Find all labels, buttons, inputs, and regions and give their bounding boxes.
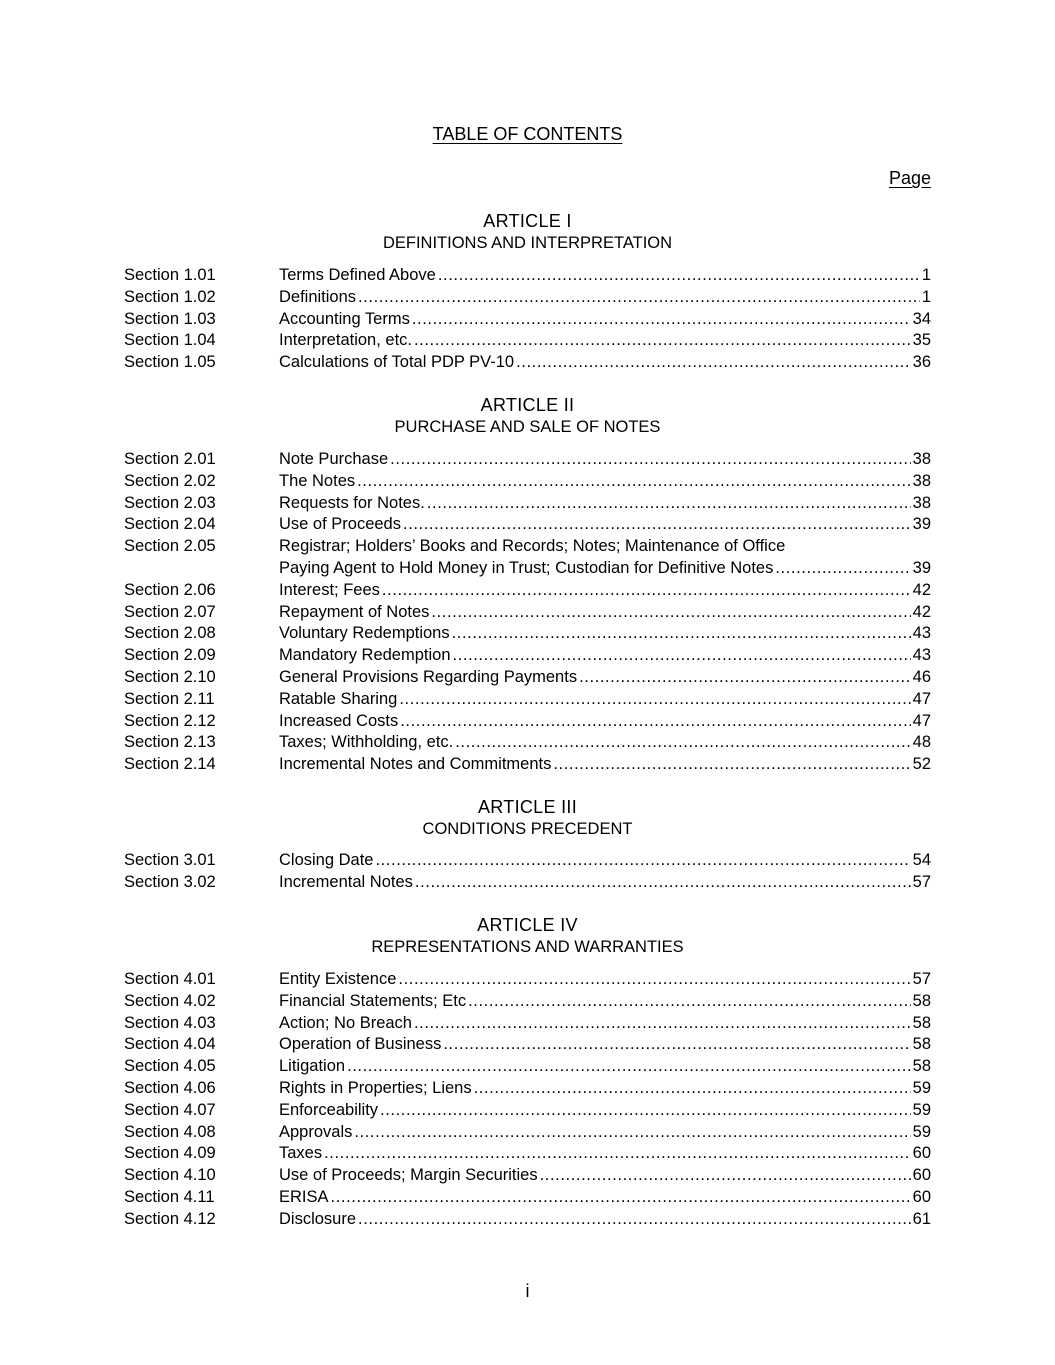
section-title[interactable]: Incremental Notes — [279, 872, 413, 891]
page-number[interactable]: 60 — [912, 1144, 931, 1163]
dot-leader — [412, 309, 911, 331]
page-number[interactable]: 52 — [912, 755, 931, 774]
page-number[interactable]: 60 — [912, 1166, 931, 1185]
section-number: Section 2.03 — [124, 493, 216, 512]
page-number[interactable]: 59 — [912, 1122, 931, 1141]
section-title[interactable]: The Notes — [279, 471, 356, 490]
section-title[interactable]: Taxes; Withholding, etc. — [279, 733, 454, 752]
section-title[interactable]: Closing Date — [279, 851, 374, 869]
page-footer-number: i — [525, 1281, 530, 1301]
toc-entry[interactable] — [124, 1187, 931, 1209]
page-number[interactable]: 47 — [912, 711, 931, 730]
section-number: Section 2.07 — [124, 602, 216, 621]
section-number: Section 2.14 — [124, 755, 216, 774]
section-list — [124, 969, 931, 1231]
section-list — [124, 449, 931, 776]
section-title[interactable]: Action; No Breach — [279, 1013, 412, 1032]
toc-entry[interactable] — [124, 471, 931, 493]
page-number[interactable]: 58 — [912, 1035, 931, 1054]
section-title[interactable]: Interpretation, etc. — [279, 331, 412, 350]
section-title[interactable]: General Provisions Regarding Payments — [279, 667, 578, 686]
article-name: DEFINITIONS AND INTERPRETATION — [382, 234, 673, 252]
section-number: Section 4.10 — [124, 1166, 216, 1185]
section-number: Section 4.06 — [124, 1078, 216, 1097]
section-title[interactable]: Litigation — [279, 1057, 346, 1076]
section-title[interactable]: Enforceability — [279, 1100, 379, 1119]
section-title[interactable]: Disclosure — [279, 1209, 357, 1228]
section-title[interactable]: Incremental Notes and Commitments — [279, 755, 552, 774]
page-number[interactable]: 39 — [912, 558, 931, 577]
page-column-heading: Page — [888, 168, 931, 188]
section-title[interactable]: Requests for Notes. — [279, 493, 425, 512]
page-number[interactable]: 38 — [912, 493, 931, 512]
section-number: Section 4.07 — [124, 1100, 216, 1119]
section-number: Section 1.03 — [124, 309, 216, 328]
dot-leader — [474, 1078, 911, 1100]
toc-entry[interactable] — [124, 1209, 931, 1231]
page-number[interactable]: 60 — [912, 1187, 931, 1206]
section-title[interactable]: Mandatory Redemption — [279, 646, 451, 665]
article-heading — [0, 394, 1055, 438]
toc-entry[interactable] — [124, 602, 931, 624]
toc-entry[interactable] — [124, 514, 931, 536]
article-name: CONDITIONS PRECEDENT — [422, 820, 633, 838]
section-title[interactable]: Accounting Terms — [279, 309, 410, 328]
toc-entry[interactable] — [124, 732, 931, 754]
section-title[interactable]: Paying Agent to Hold Money in Trust; Custodian for Definitive Notes — [279, 558, 774, 577]
toc-entry[interactable] — [124, 991, 931, 1013]
article-heading — [0, 210, 1055, 254]
page-number[interactable]: 38 — [912, 471, 931, 490]
dot-leader — [443, 1034, 910, 1056]
toc-entry[interactable] — [124, 449, 931, 471]
section-number: Section 1.04 — [124, 331, 216, 350]
toc-entry[interactable] — [124, 623, 931, 645]
dot-leader — [414, 1013, 911, 1035]
section-number: Section 4.11 — [124, 1187, 215, 1206]
section-number: Section 2.01 — [124, 450, 216, 468]
page-number[interactable]: 38 — [912, 450, 931, 468]
toc-entry[interactable] — [124, 265, 931, 287]
dot-leader — [398, 969, 910, 991]
page-number[interactable]: 59 — [912, 1078, 931, 1097]
dot-leader — [452, 623, 911, 645]
page-number[interactable]: 34 — [912, 309, 931, 328]
section-number: Section 1.05 — [124, 353, 216, 372]
page-number[interactable]: 39 — [912, 515, 931, 534]
section-number: Section 1.01 — [124, 266, 216, 284]
toc-entry[interactable] — [124, 1056, 931, 1078]
section-title[interactable]: Use of Proceeds — [279, 515, 401, 534]
article-number: ARTICLE IV — [477, 915, 578, 935]
article-number: ARTICLE II — [480, 395, 575, 415]
dot-leader — [455, 732, 910, 754]
toc-entry[interactable] — [124, 872, 931, 894]
toc-entry[interactable] — [124, 580, 931, 602]
page-number[interactable]: 57 — [912, 872, 931, 891]
page-number[interactable]: 35 — [912, 331, 931, 350]
toc-entry[interactable] — [124, 1165, 931, 1187]
toc-entry[interactable] — [124, 1013, 931, 1035]
section-number: Section 4.09 — [124, 1144, 216, 1163]
section-number: Section 3.02 — [124, 872, 216, 891]
dot-leader — [775, 558, 910, 580]
toc-entry[interactable] — [124, 287, 931, 309]
section-number: Section 2.09 — [124, 646, 216, 665]
section-title[interactable]: Increased Costs — [279, 711, 399, 730]
dot-leader — [415, 872, 911, 894]
section-number: Section 4.01 — [124, 970, 216, 988]
dot-leader — [380, 1100, 911, 1122]
section-title[interactable]: Ratable Sharing — [279, 689, 398, 708]
section-number: Section 2.02 — [124, 471, 216, 490]
article-heading — [0, 796, 1055, 840]
toc-entry[interactable] — [124, 850, 931, 872]
page-number[interactable]: 47 — [912, 689, 931, 708]
toc-entry[interactable] — [124, 1078, 931, 1100]
article-name: PURCHASE AND SALE OF NOTES — [394, 418, 661, 436]
dot-leader — [540, 1165, 911, 1187]
section-title[interactable]: Financial Statements; Etc — [279, 991, 467, 1010]
article-number: ARTICLE I — [483, 211, 572, 231]
section-title[interactable]: Definitions — [279, 287, 357, 306]
dot-leader — [438, 265, 920, 287]
page-number[interactable]: 43 — [912, 646, 931, 665]
article-heading — [0, 914, 1055, 958]
toc-entry[interactable] — [124, 1100, 931, 1122]
toc-entry[interactable] — [124, 352, 931, 374]
page-number[interactable]: 59 — [912, 1100, 931, 1119]
section-title[interactable]: Entity Existence — [279, 970, 397, 988]
dot-leader — [382, 580, 911, 602]
page-number[interactable]: 58 — [912, 991, 931, 1010]
article-name: REPRESENTATIONS AND WARRANTIES — [371, 938, 684, 956]
section-number: Section 4.03 — [124, 1013, 216, 1032]
section-title[interactable]: Approvals — [279, 1122, 353, 1141]
section-title[interactable]: Repayment of Notes — [279, 602, 430, 621]
section-number: Section 4.12 — [124, 1209, 216, 1228]
section-number: Section 4.05 — [124, 1057, 216, 1076]
dot-leader — [579, 667, 911, 689]
section-number: Section 2.12 — [124, 711, 216, 730]
toc-entry[interactable] — [124, 689, 931, 711]
dot-leader — [354, 1122, 910, 1144]
toc-entry[interactable] — [124, 330, 931, 352]
dot-leader — [375, 850, 910, 872]
page-number[interactable]: 57 — [912, 970, 931, 988]
dot-leader — [431, 602, 910, 624]
section-title[interactable]: ERISA — [279, 1187, 329, 1206]
section-number: Section 1.02 — [124, 287, 216, 306]
section-title[interactable]: Calculations of Total PDP PV-10 — [279, 353, 515, 372]
page-number[interactable]: 1 — [921, 287, 931, 306]
toc-entry[interactable] — [124, 645, 931, 667]
section-title[interactable]: Use of Proceeds; Margin Securities — [279, 1166, 538, 1185]
toc-entry[interactable] — [124, 493, 931, 515]
dot-leader — [400, 711, 910, 733]
toc-entry[interactable] — [124, 1143, 931, 1165]
dot-leader — [516, 352, 911, 374]
toc-entry[interactable] — [124, 1122, 931, 1144]
section-list — [124, 850, 931, 894]
section-number: Section 2.06 — [124, 580, 216, 599]
toc-entry[interactable] — [124, 711, 931, 733]
section-title[interactable]: Interest; Fees — [279, 580, 380, 599]
page-number[interactable]: 42 — [912, 580, 931, 599]
section-number: Section 2.05 — [124, 537, 216, 556]
dot-leader — [357, 471, 911, 493]
dot-leader — [553, 754, 910, 776]
section-number: Section 2.11 — [124, 689, 215, 708]
page-number[interactable]: 43 — [912, 624, 931, 643]
page-number[interactable]: 42 — [912, 602, 931, 621]
toc-entry[interactable] — [124, 667, 931, 689]
dot-leader — [324, 1143, 911, 1165]
section-number: Section 2.13 — [124, 733, 216, 752]
section-title[interactable]: Note Purchase — [279, 450, 389, 468]
section-title[interactable]: Taxes — [279, 1144, 323, 1163]
section-number: Section 4.04 — [124, 1035, 216, 1054]
article-number: ARTICLE III — [478, 797, 577, 817]
dot-leader — [399, 689, 910, 711]
page-number[interactable]: 48 — [912, 733, 931, 752]
toc-entry[interactable] — [124, 309, 931, 331]
dot-leader — [453, 645, 911, 667]
page-title: TABLE OF CONTENTS — [432, 124, 623, 144]
section-title[interactable]: Operation of Business — [279, 1035, 442, 1054]
toc-entry[interactable] — [124, 754, 931, 776]
section-number: Section 3.01 — [124, 851, 216, 869]
section-number: Section 2.04 — [124, 515, 216, 534]
section-number: Section 4.08 — [124, 1122, 216, 1141]
page-number[interactable]: 36 — [912, 353, 931, 372]
dot-leader — [347, 1056, 911, 1078]
section-number: Section 4.02 — [124, 991, 216, 1010]
page-number[interactable]: 1 — [921, 266, 931, 284]
page-number[interactable]: 58 — [912, 1057, 931, 1076]
dot-leader — [414, 330, 911, 352]
section-title-line-1[interactable]: Registrar; Holders’ Books and Records; Notes; Maintenance of Office — [279, 537, 786, 556]
toc-entry[interactable] — [124, 536, 931, 580]
toc-entry[interactable] — [124, 969, 931, 991]
dot-leader — [427, 493, 911, 515]
dot-leader — [403, 514, 911, 536]
page-number[interactable]: 58 — [912, 1013, 931, 1032]
dot-leader — [468, 991, 911, 1013]
dot-leader — [358, 1209, 911, 1231]
section-list — [124, 265, 931, 374]
section-number: Section 2.08 — [124, 624, 216, 643]
dot-leader — [390, 449, 910, 471]
page-number[interactable]: 54 — [912, 851, 931, 869]
page-number[interactable]: 46 — [912, 667, 931, 686]
section-number: Section 2.10 — [124, 667, 216, 686]
section-title[interactable]: Rights in Properties; Liens — [279, 1078, 472, 1097]
dot-leader — [331, 1187, 911, 1209]
toc-entry[interactable] — [124, 1034, 931, 1056]
dot-leader — [358, 287, 920, 309]
section-title[interactable]: Voluntary Redemptions — [279, 624, 450, 643]
page-number[interactable]: 61 — [912, 1209, 931, 1228]
section-title[interactable]: Terms Defined Above — [279, 266, 436, 284]
